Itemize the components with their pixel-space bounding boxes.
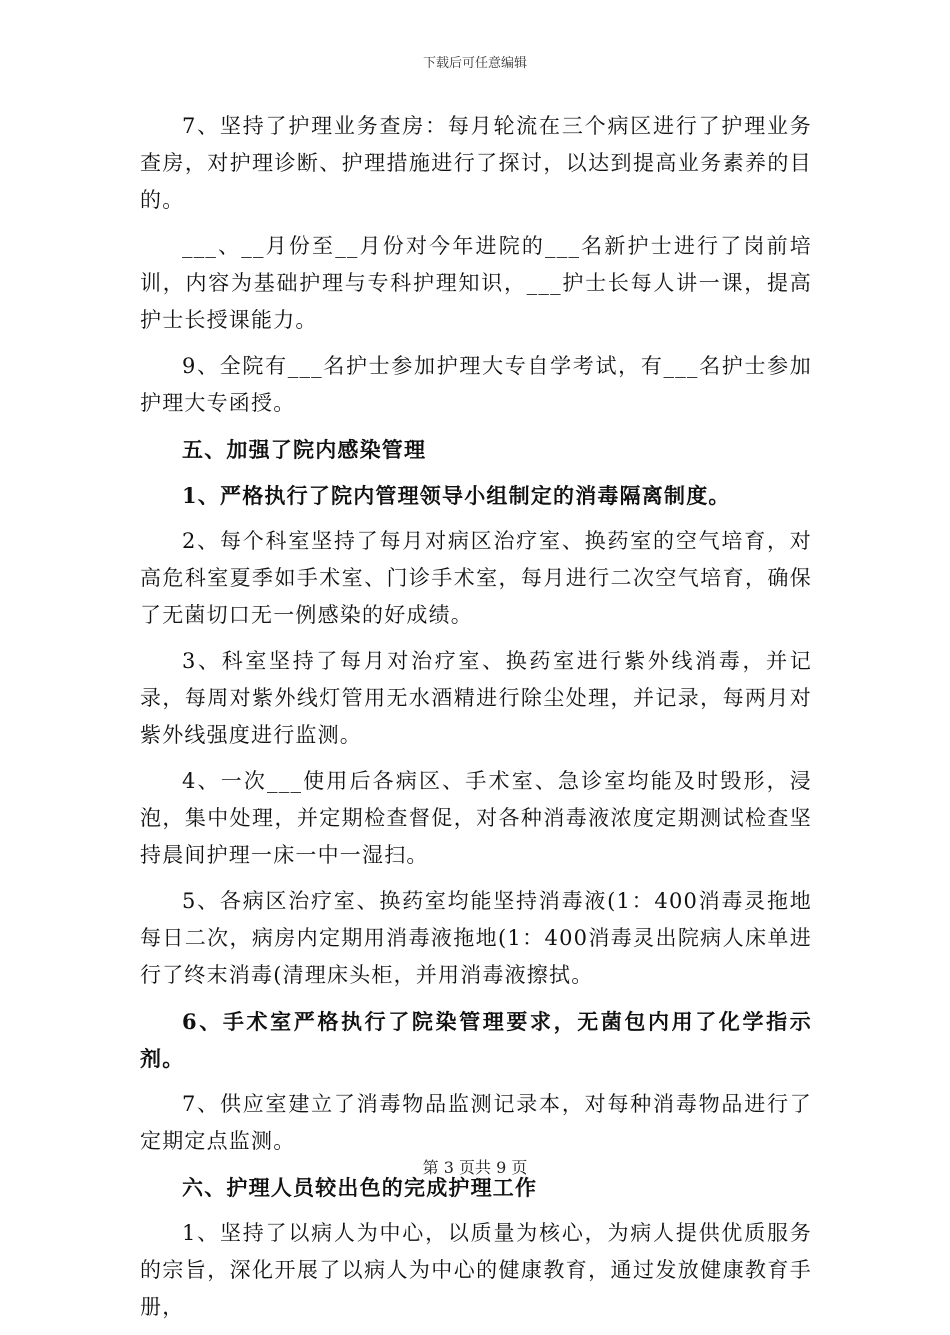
page-header: 下载后可任意编辑: [422, 56, 527, 71]
section-heading-6: 六、护理人员较出色的完成护理工作: [182, 1175, 538, 1200]
paragraph-5: 1、严格执行了院内管理领导小组制定的消毒隔离制度。: [182, 483, 731, 508]
paragraph-6: 2、每个科室坚持了每月对病区治疗室、换药室的空气培育，对高危科室夏季如手术室、门诊手术室，每月进行二次空气培育，确保了无菌切口无一例感染的好成绩。: [140, 529, 812, 627]
paragraph-3: 9、全院有___名护士参加护理大专自学考试，有___名护士参加护理大专函授。: [140, 354, 812, 415]
paragraph-10: 6、手术室严格执行了院染管理要求，无菌包内用了化学指示剂。: [140, 1009, 812, 1071]
paragraph-2: ___、__月份至__月份对今年进院的___名新护士进行了岗前培训，内容为基础护理与专科护理知识，___护士长每人讲一课，提高护士长授课能力。: [140, 234, 812, 332]
document-body: [140, 108, 812, 1335]
paragraph-8: 4、一次___使用后各病区、手术室、急诊室均能及时毁形，浸泡，集中处理，并定期检查督促，对各种消毒液浓度定期测试检查坚持晨间护理一床一中一湿扫。: [140, 769, 812, 867]
paragraph-7: 3、科室坚持了每月对治疗室、换药室进行紫外线消毒，并记录，每周对紫外线灯管用无水酒精进行除尘处理，并记录，每两月对紫外线强度进行监测。: [140, 649, 812, 747]
paragraph-1: 7、坚持了护理业务查房：每月轮流在三个病区进行了护理业务查房，对护理诊断、护理措施进行了探讨，以达到提高业务素养的目的。: [140, 114, 812, 212]
section-heading-5: 五、加强了院内感染管理: [182, 437, 427, 462]
paragraph-9: 5、各病区治疗室、换药室均能坚持消毒液(1：400消毒灵拖地每日二次，病房内定期用消毒液拖地(1：400消毒灵出院病人床单进行了终末消毒(清理床头柜，并用消毒液擦拭。: [140, 889, 812, 987]
paragraph-13: 1、坚持了以病人为中心，以质量为核心，为病人提供优质服务的宗旨，深化开展了以病人为中心的健康教育，通过发放健康教育手册，: [140, 1221, 812, 1319]
paragraph-11: 7、供应室建立了消毒物品监测记录本，对每种消毒物品进行了定期定点监测。: [140, 1092, 812, 1153]
page-number: 第 3 页共 9 页: [422, 1158, 528, 1177]
